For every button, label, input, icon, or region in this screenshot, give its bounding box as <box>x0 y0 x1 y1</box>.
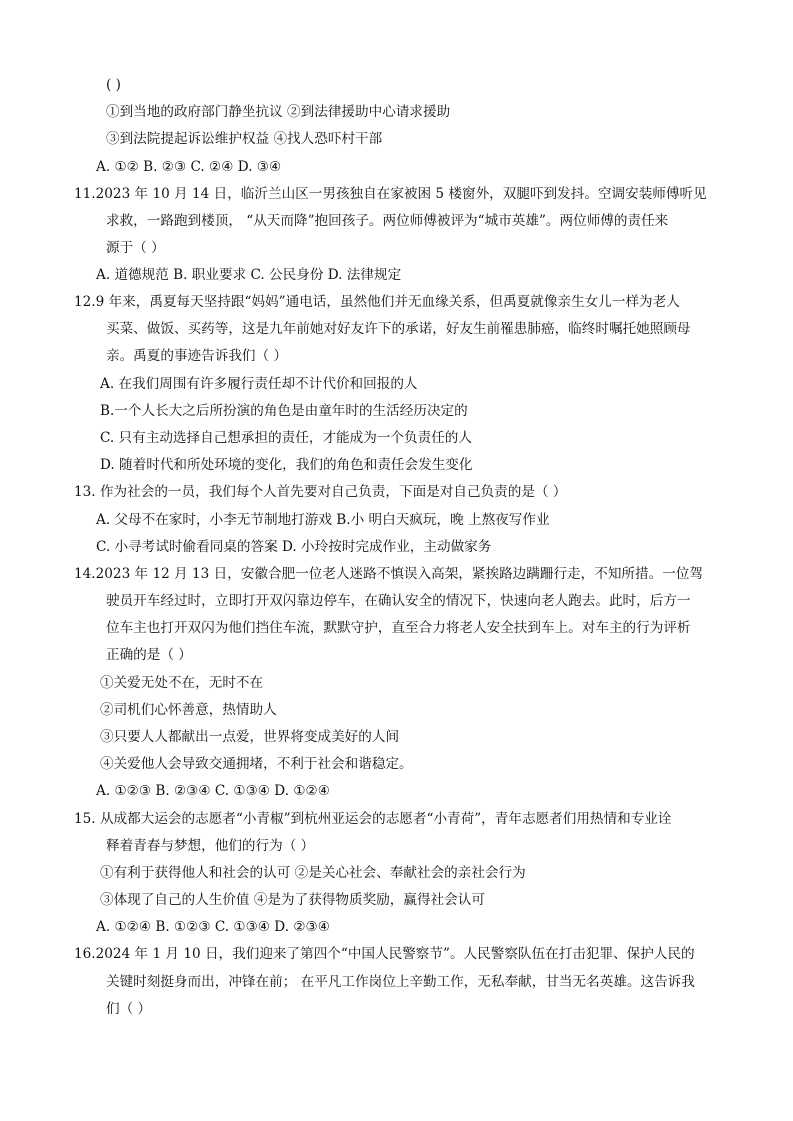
q12-option-a: A. 在我们周围有许多履行责任却不计代价和回报的人 <box>100 376 418 392</box>
q14-item-4: ④关爱他人会导致交通拥堵，不利于社会和谐稳定。 <box>100 756 413 772</box>
q10-options-line-2: ③到法院提起诉讼维护权益 ④找人恐吓村干部 <box>106 131 383 147</box>
q14-item-3: ③只要人人都献出一点爱，世界将变成美好的人间 <box>100 729 400 745</box>
q12-stem-line-1: 12.9 年来，禹夏每天坚持跟“妈妈”通电话，虽然他们并无血缘关系，但禹夏就像亲生女儿一样为老人 <box>74 294 680 310</box>
q14-item-1: ①关爱无处不在，无时不在 <box>100 675 264 691</box>
q14-item-2: ②司机们心怀善意，热情助人 <box>100 702 277 718</box>
q11-stem-line-2: 求救，一路跑到楼顶， “从天而降”抱回孩子。两位师傅被评为“城市英雄”。两位师傅的责任来 <box>106 213 669 229</box>
q15-items-3-4: ③体现了自己的人生价值 ④是为了获得物质奖励，赢得社会认可 <box>100 892 485 908</box>
q13-options-ab: A. 父母不在家时，小李无节制地打游戏 B.小 明白天疯玩，晚 上熬夜写作业 <box>96 512 550 528</box>
q11-stem-line-1: 11.2023 年 10 月 14 日，临沂兰山区一男孩独自在家被困 5 楼窗外，双腿吓到发抖。空调安装师傅听见 <box>74 186 707 202</box>
q15-stem-line-2: 释着青春与梦想，他们的行为（ ） <box>106 838 315 854</box>
q14-stem-line-4: 正确的是（ ） <box>106 647 192 663</box>
q12-stem-line-2: 买菜、做饭、买药等，这是九年前她对好友许下的承诺，好友生前罹患肺癌，临终时嘱托她照顾母 <box>106 321 691 337</box>
q11-stem-line-3: 源于（ ） <box>106 240 165 256</box>
q10-bracket: ( ) <box>106 77 121 93</box>
q13-stem: 13. 作为社会的一员，我们每个人首先要对自己负责，下面是对自己负责的是（ ） <box>74 484 567 500</box>
q15-stem-line-1: 15. 从成都大运会的志愿者“小青椒”到杭州亚运会的志愿者“小青荷”，青年志愿者们用热情和专业诠 <box>74 811 672 827</box>
q14-stem-line-1: 14.2023 年 12 月 13 日，安徽合肥一位老人迷路不慎误入高架，紧挨路边蹒跚行走，不知所措。一位驾 <box>74 566 703 582</box>
q14-choices: A. ①②③ B. ②③④ C. ①③④ D. ①②④ <box>96 783 330 799</box>
q14-stem-line-2: 驶员开车经过时，立即打开双闪靠边停车，在确认安全的情况下，快速向老人跑去。此时，后方一 <box>106 593 691 609</box>
q12-option-b: B.一个人长大之后所扮演的角色是由童年时的生活经历决定的 <box>100 403 468 419</box>
q16-stem-line-3: 们（ ） <box>106 1001 152 1017</box>
q15-items-1-2: ①有利于获得他人和社会的认可 ②是关心社会、奉献社会的亲社会行为 <box>100 865 526 881</box>
q12-option-d: D. 随着时代和所处环境的变化，我们的角色和责任会发生变化 <box>100 457 473 473</box>
q16-stem-line-1: 16.2024 年 1 月 10 日，我们迎来了第四个“中国人民警察节”。人民警察队伍在打击犯罪、保护人民的 <box>74 946 695 962</box>
q12-stem-line-3: 亲。禹夏的事迹告诉我们（ ） <box>106 348 288 364</box>
q15-choices: A. ①②④ B. ①②③ C. ①③④ D. ②③④ <box>96 919 330 935</box>
q16-stem-line-2: 关键时刻挺身而出，冲锋在前； 在平凡工作岗位上辛勤工作，无私奉献，甘当无名英雄。这告诉我 <box>106 974 695 990</box>
q13-options-cd: C. 小寻考试时偷看同桌的答案 D. 小玲按时完成作业，主动做家务 <box>96 539 492 555</box>
q11-choices: A. 道德规范 B. 职业要求 C. 公民身份 D. 法律规定 <box>96 267 402 283</box>
q10-choices: A. ①② B. ②③ C. ②④ D. ③④ <box>96 159 282 175</box>
q10-options-line-1: ①到当地的政府部门静坐抗议 ②到法律援助中心请求援助 <box>106 104 451 120</box>
q14-stem-line-3: 位车主也打开双闪为他们挡住车流，默默守护，直至合力将老人安全扶到车上。对车主的行为评析 <box>106 620 691 636</box>
q12-option-c: C. 只有主动选择自己想承担的责任，才能成为一个负责任的人 <box>100 430 472 446</box>
